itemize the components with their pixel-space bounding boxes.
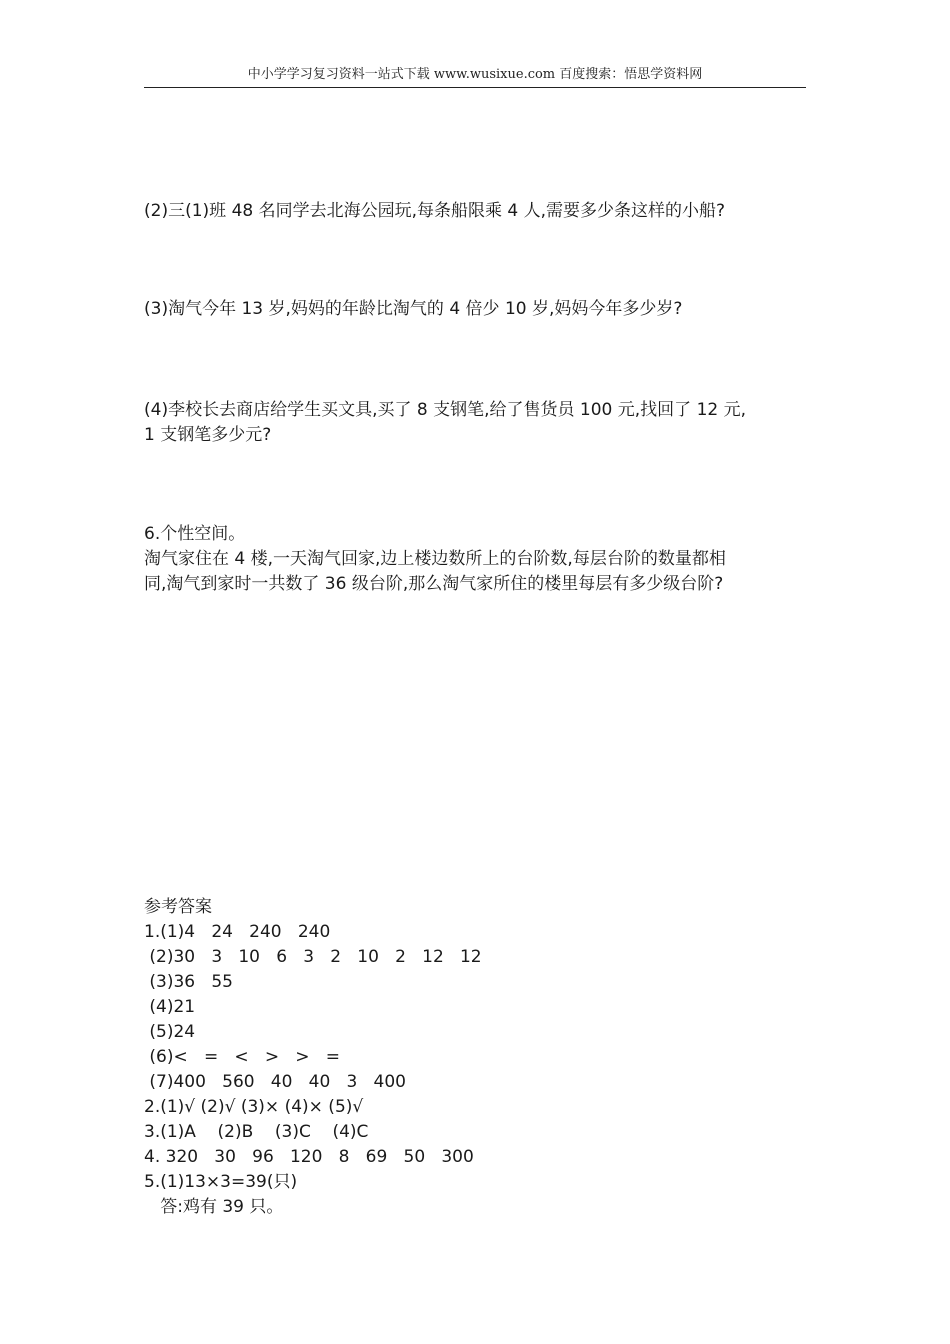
answer-line: 5.(1)13×3=39(只) [144, 1172, 298, 1192]
answer-line: 3.(1)A (2)B (3)C (4)C [144, 1122, 369, 1142]
question-4-line-1: (4)李校长去商店给学生买文具,买了 8 支钢笔,给了售货员 100 元,找回了 12 元, [144, 400, 747, 420]
answer-key-title: 参考答案 [144, 897, 212, 917]
answer-line: 4. 320 30 96 120 8 69 50 300 [144, 1147, 474, 1167]
answer-line: (3)36 55 [144, 972, 233, 992]
section-6 [144, 522, 809, 597]
answer-line: 2.(1)√ (2)√ (3)× (4)× (5)√ [144, 1097, 364, 1117]
section-6-line-1: 淘气家住在 4 楼,一天淘气回家,边上楼边数所上的台阶数,每层台阶的数量都相 [144, 549, 726, 569]
page-header: 中小学学习复习资料一站式下载 www.wusixue.com 百度搜索：悟思学资料网 [247, 67, 703, 82]
header-divider [144, 87, 806, 88]
answer-line: (2)30 3 10 6 3 2 10 2 12 12 [144, 947, 482, 967]
answer-line: (6)< = < > > = [144, 1047, 341, 1067]
question-3: (3)淘气今年 13 岁,妈妈的年龄比淘气的 4 倍少 10 岁,妈妈今年多少岁? [144, 299, 683, 319]
question-4-line-2: 1 支钢笔多少元? [144, 425, 272, 445]
answer-line: (4)21 [144, 997, 196, 1017]
section-6-line-2: 同,淘气到家时一共数了 36 级台阶,那么淘气家所住的楼里每层有多少级台阶? [144, 574, 724, 594]
answer-line: (7)400 560 40 40 3 400 [144, 1072, 406, 1092]
answer-line: 答:鸡有 39 只。 [144, 1197, 284, 1217]
question-2: (2)三(1)班 48 名同学去北海公园玩,每条船限乘 4 人,需要多少条这样的小船? [144, 201, 726, 221]
answer-key [144, 895, 809, 1220]
answer-line: (5)24 [144, 1022, 196, 1042]
question-4 [144, 398, 809, 448]
section-6-title: 6.个性空间。 [144, 524, 246, 544]
answer-line: 1.(1)4 24 240 240 [144, 922, 331, 942]
